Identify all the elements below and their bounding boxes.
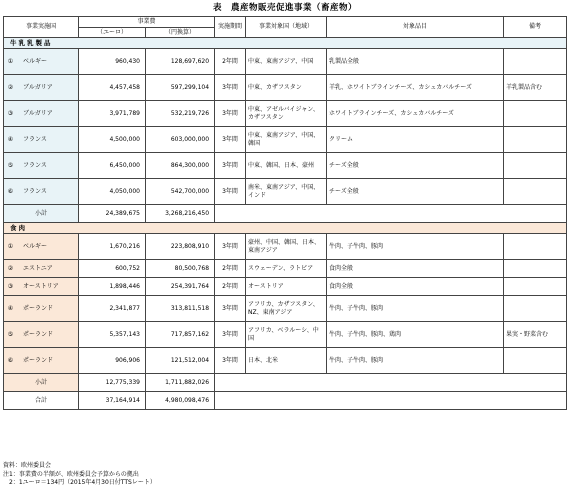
section-header-row [4, 223, 567, 234]
region-cell: 中東、東南アジア、中国 [246, 49, 327, 75]
row-number: ③ [7, 109, 14, 117]
euro-cell: 2,341,877 [79, 296, 146, 322]
euro-cell: 600,752 [79, 260, 146, 278]
remarks-cell [504, 260, 567, 278]
country-name: ポーランド [23, 330, 54, 338]
euro-cell: 960,430 [79, 49, 146, 75]
remarks-cell: 果実・野菜含む [504, 322, 567, 348]
euro-cell: 5,357,143 [79, 322, 146, 348]
remarks-cell [504, 153, 567, 179]
region-cell: 中東、韓国、日本、豪州 [246, 153, 327, 179]
period-cell: 3年間 [215, 234, 246, 260]
yen-cell: 542,700,000 [146, 179, 215, 205]
country-cell [4, 101, 79, 127]
table-row [4, 179, 567, 205]
country-cell [4, 296, 79, 322]
country-cell [4, 127, 79, 153]
table-row [4, 75, 567, 101]
total-blank [215, 392, 567, 410]
euro-cell: 4,050,000 [79, 179, 146, 205]
euro-cell: 6,450,000 [79, 153, 146, 179]
euro-cell: 4,457,458 [79, 75, 146, 101]
items-cell: 食肉全般 [327, 260, 504, 278]
table-row [4, 234, 567, 260]
total-label: 合計 [4, 392, 79, 410]
remarks-cell [504, 179, 567, 205]
yen-cell: 254,391,764 [146, 278, 215, 296]
table-row [4, 127, 567, 153]
row-number: ⑤ [7, 330, 14, 338]
period-cell: 3年間 [215, 322, 246, 348]
period-cell: 2年間 [215, 260, 246, 278]
period-cell: 3年間 [215, 75, 246, 101]
row-number: ③ [7, 282, 14, 290]
region-cell: 中東、カザフスタン [246, 75, 327, 101]
country-cell [4, 278, 79, 296]
section-header-row [4, 38, 567, 49]
items-cell: 食肉全般 [327, 278, 504, 296]
remarks-cell [504, 348, 567, 374]
yen-cell: 864,300,000 [146, 153, 215, 179]
table-row [4, 278, 567, 296]
total-row [4, 392, 567, 410]
header-budget: 事業費 [79, 17, 215, 28]
items-cell: 牛肉、子牛肉、豚肉 [327, 234, 504, 260]
items-cell: 牛肉、子牛肉、豚肉 [327, 296, 504, 322]
note-source: 資料：欧州委員会 [3, 462, 52, 469]
euro-cell: 1,898,446 [79, 278, 146, 296]
remarks-cell [504, 127, 567, 153]
yen-cell: 121,512,004 [146, 348, 215, 374]
items-cell: 乳製品全般 [327, 49, 504, 75]
country-cell [4, 153, 79, 179]
yen-cell: 597,299,104 [146, 75, 215, 101]
remarks-cell [504, 49, 567, 75]
euro-cell: 906,906 [79, 348, 146, 374]
country-name: ブルガリア [23, 83, 53, 91]
items-cell: チーズ全般 [327, 179, 504, 205]
page-title: 表 農産物販売促進事業（畜産物） [212, 3, 357, 13]
remarks-cell [504, 278, 567, 296]
region-cell: スウェーデン、ラトビア [246, 260, 327, 278]
table-body [4, 38, 567, 410]
header-country: 事業実施国 [4, 17, 79, 38]
euro-cell: 4,500,000 [79, 127, 146, 153]
row-number: ⑥ [7, 187, 14, 195]
section-label: 牛乳乳製品 [4, 38, 567, 49]
period-cell: 3年間 [215, 296, 246, 322]
region-cell: 南米、東南アジア、中国、インド [246, 179, 327, 205]
table-row [4, 260, 567, 278]
subtotal-euro: 24,389,675 [79, 205, 146, 223]
items-cell: 羊乳、ホワイトブラインチーズ、カシュカバルチーズ [327, 75, 504, 101]
country-name: オーストリア [23, 282, 59, 290]
country-name: ベルギー [23, 242, 48, 250]
row-number: ① [7, 242, 14, 250]
country-name: ポーランド [23, 304, 54, 312]
table-row [4, 348, 567, 374]
total-yen: 4,980,098,476 [146, 392, 215, 410]
yen-cell: 603,000,000 [146, 127, 215, 153]
region-cell: 中東、アゼルバイジャン、カザフスタン [246, 101, 327, 127]
table-row [4, 153, 567, 179]
country-name: ベルギー [23, 57, 48, 65]
country-name: フランス [23, 161, 47, 169]
period-cell: 3年間 [215, 153, 246, 179]
country-name: ブルガリア [23, 109, 53, 117]
yen-cell: 717,857,162 [146, 322, 215, 348]
country-cell [4, 260, 79, 278]
yen-cell: 128,697,620 [146, 49, 215, 75]
table-row [4, 49, 567, 75]
remarks-cell: 羊乳製品含む [504, 75, 567, 101]
period-cell: 3年間 [215, 348, 246, 374]
euro-cell: 1,670,216 [79, 234, 146, 260]
region-cell: 中東、東南アジア、中国、韓国 [246, 127, 327, 153]
table-header [4, 17, 567, 38]
row-number: ④ [7, 135, 14, 143]
row-number: ④ [7, 304, 14, 312]
items-cell: チーズ全般 [327, 153, 504, 179]
region-cell: 豪州、中国、韓国、日本、東南アジア [246, 234, 327, 260]
header-period: 実施期間 [215, 17, 246, 38]
promotion-table [3, 16, 567, 410]
remarks-cell [504, 296, 567, 322]
items-cell: ホワイトブラインチーズ、カシュカバルチーズ [327, 101, 504, 127]
euro-cell: 3,971,789 [79, 101, 146, 127]
table-row [4, 101, 567, 127]
subtotal-euro: 12,775,339 [79, 374, 146, 392]
items-cell: クリーム [327, 127, 504, 153]
subtotal-yen: 3,268,216,450 [146, 205, 215, 223]
row-number: ⑥ [7, 356, 14, 364]
note-2: 2：1ユーロ＝134円（2015年4月30日付TTSレート） [3, 479, 156, 486]
region-cell: アフリカ、ベラルーシ、中国 [246, 322, 327, 348]
period-cell: 2年間 [215, 49, 246, 75]
remarks-cell [504, 101, 567, 127]
note-1: 注1：事業費の半額が、欧州委員会予算からの拠出 [3, 470, 139, 478]
country-cell [4, 348, 79, 374]
subtotal-blank [215, 205, 567, 223]
country-name: ポーランド [23, 356, 54, 364]
table-row [4, 296, 567, 322]
country-name: フランス [23, 135, 47, 143]
yen-cell: 80,500,768 [146, 260, 215, 278]
header-euro: （ユーロ） [79, 28, 146, 38]
notes [3, 462, 156, 488]
header-items: 対象品目 [327, 17, 504, 38]
subtotal-label: 小計 [4, 374, 79, 392]
yen-cell: 223,808,910 [146, 234, 215, 260]
yen-cell: 532,219,726 [146, 101, 215, 127]
header-remarks: 備考 [504, 17, 567, 38]
country-cell [4, 234, 79, 260]
header-target-region: 事業対象国（地域） [246, 17, 327, 38]
country-cell [4, 179, 79, 205]
items-cell: 牛肉、子牛肉、豚肉 [327, 348, 504, 374]
country-cell [4, 49, 79, 75]
country-cell [4, 322, 79, 348]
country-cell [4, 75, 79, 101]
header-yen: （円換算） [146, 28, 215, 38]
country-name: フランス [23, 187, 47, 195]
items-cell: 牛肉、子牛肉、豚肉、鶏肉 [327, 322, 504, 348]
subtotal-row [4, 205, 567, 223]
period-cell: 3年間 [215, 127, 246, 153]
region-cell: オーストリア [246, 278, 327, 296]
row-number: ⑤ [7, 161, 14, 169]
section-label: 食肉 [4, 223, 567, 234]
remarks-cell [504, 234, 567, 260]
period-cell: 3年間 [215, 101, 246, 127]
table-row [4, 322, 567, 348]
row-number: ② [7, 264, 14, 272]
region-cell: アフリカ、カザフスタン、NZ、東南アジア [246, 296, 327, 322]
subtotal-blank [215, 374, 567, 392]
period-cell: 2年間 [215, 278, 246, 296]
subtotal-label: 小計 [4, 205, 79, 223]
total-euro: 37,164,914 [79, 392, 146, 410]
subtotal-row [4, 374, 567, 392]
row-number: ① [7, 57, 14, 65]
yen-cell: 313,811,518 [146, 296, 215, 322]
country-name: エストニア [23, 264, 53, 272]
subtotal-yen: 1,711,882,026 [146, 374, 215, 392]
period-cell: 3年間 [215, 179, 246, 205]
row-number: ② [7, 83, 14, 91]
region-cell: 日本、北米 [246, 348, 327, 374]
